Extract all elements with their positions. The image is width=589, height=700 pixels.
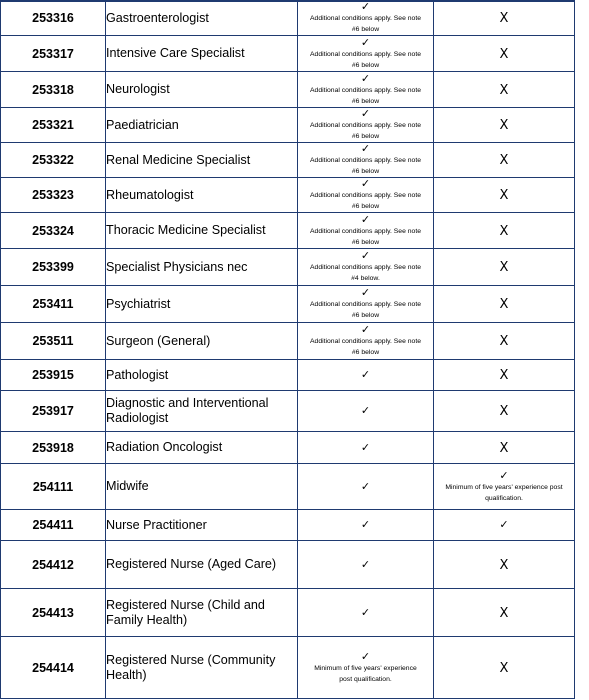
checkmark-icon: ✓ <box>360 440 371 454</box>
occupation-code: 254413 <box>1 589 106 637</box>
eligibility-cell <box>434 637 575 699</box>
occupation-code: 253323 <box>1 178 106 213</box>
condition-cell <box>298 36 434 72</box>
eligibility-cell <box>434 72 575 108</box>
occupation-code: 253917 <box>1 391 106 432</box>
occupation-code: 253317 <box>1 36 106 72</box>
condition-cell <box>298 178 434 213</box>
occupation-code: 254111 <box>1 464 106 510</box>
eligibility-cell <box>434 589 575 637</box>
checkmark-icon: ✓ <box>360 286 371 299</box>
table-row <box>1 178 575 213</box>
checkmark-icon: ✓ <box>360 107 371 120</box>
eligibility-note: Minimum of five years' experience post qualification. <box>445 483 563 502</box>
occupation-name: Surgeon (General) <box>106 323 298 360</box>
condition-note: Minimum of five years' experience post qualification. <box>314 664 417 683</box>
checkmark-icon: ✓ <box>360 35 371 49</box>
checkmark-icon: ✓ <box>360 71 371 85</box>
cross-icon: X <box>499 660 509 676</box>
table-row <box>1 1 575 36</box>
table-row <box>1 391 575 432</box>
occupation-code: 253915 <box>1 360 106 391</box>
table-row <box>1 143 575 178</box>
cross-icon: X <box>499 334 509 349</box>
cross-icon: X <box>499 82 509 98</box>
condition-note: Additional conditions apply. See note #6 below <box>310 122 421 140</box>
eligibility-cell <box>434 432 575 464</box>
condition-cell <box>298 213 434 249</box>
condition-cell <box>298 360 434 391</box>
checkmark-icon: ✓ <box>360 518 371 531</box>
occupation-code: 253399 <box>1 249 106 286</box>
occupation-code: 253316 <box>1 1 106 36</box>
checkmark-icon: ✓ <box>360 368 371 381</box>
cross-icon: X <box>499 223 509 239</box>
checkmark-icon: ✓ <box>360 404 371 417</box>
table-row <box>1 464 575 510</box>
table-row <box>1 637 575 699</box>
condition-cell <box>298 589 434 637</box>
cross-icon: X <box>499 404 509 419</box>
condition-cell <box>298 249 434 286</box>
occupation-table-body <box>1 1 575 699</box>
occupation-name: Neurologist <box>106 72 298 108</box>
occupation-name: Registered Nurse (Aged Care) <box>106 541 298 589</box>
table-row <box>1 589 575 637</box>
eligibility-cell <box>434 464 575 510</box>
eligibility-cell <box>434 510 575 541</box>
eligibility-cell <box>434 178 575 213</box>
table-row <box>1 72 575 108</box>
condition-cell <box>298 432 434 464</box>
occupation-name: Gastroenterologist <box>106 1 298 36</box>
eligibility-cell <box>434 108 575 143</box>
checkmark-icon: ✓ <box>360 212 371 226</box>
table-row <box>1 323 575 360</box>
occupation-code: 253511 <box>1 323 106 360</box>
eligibility-cell <box>434 391 575 432</box>
occupation-name: Registered Nurse (Child and Family Health) <box>106 589 298 637</box>
condition-cell <box>298 286 434 323</box>
occupation-name: Midwife <box>106 464 298 510</box>
condition-cell <box>298 143 434 178</box>
checkmark-icon: ✓ <box>360 649 371 663</box>
checkmark-icon: ✓ <box>360 605 371 619</box>
condition-note: Additional conditions apply. See note #6 below <box>310 50 421 69</box>
cross-icon: X <box>499 188 509 203</box>
condition-note: Additional conditions apply. See note #6 below <box>310 227 421 246</box>
condition-cell <box>298 391 434 432</box>
condition-note: Additional conditions apply. See note #6 below <box>310 86 421 105</box>
cross-icon: X <box>499 46 509 62</box>
condition-cell <box>298 1 434 36</box>
eligibility-cell <box>434 213 575 249</box>
condition-note: Additional conditions apply. See note #6 below <box>310 301 421 319</box>
occupation-name: Renal Medicine Specialist <box>106 143 298 178</box>
occupation-code: 253918 <box>1 432 106 464</box>
condition-cell <box>298 541 434 589</box>
eligibility-cell <box>434 1 575 36</box>
occupation-code: 254412 <box>1 541 106 589</box>
occupation-name: Thoracic Medicine Specialist <box>106 213 298 249</box>
occupation-code: 254411 <box>1 510 106 541</box>
cross-icon: X <box>499 118 509 133</box>
table-row <box>1 213 575 249</box>
table-row <box>1 286 575 323</box>
occupation-name: Psychiatrist <box>106 286 298 323</box>
condition-cell <box>298 510 434 541</box>
occupation-code: 253324 <box>1 213 106 249</box>
condition-note: Additional conditions apply. See note #6 below <box>310 338 421 356</box>
occupation-name: Paediatrician <box>106 108 298 143</box>
cross-icon: X <box>499 11 509 26</box>
table-row <box>1 510 575 541</box>
condition-note: Additional conditions apply. See note #6 below <box>310 192 421 210</box>
occupation-name: Nurse Practitioner <box>106 510 298 541</box>
cross-icon: X <box>499 153 509 168</box>
condition-note: Additional conditions apply. See note #6 below <box>310 15 421 33</box>
eligibility-cell <box>434 323 575 360</box>
occupation-code: 254414 <box>1 637 106 699</box>
eligibility-cell <box>434 286 575 323</box>
checkmark-icon: ✓ <box>360 249 371 262</box>
occupation-name: Radiation Oncologist <box>106 432 298 464</box>
occupation-code: 253321 <box>1 108 106 143</box>
occupation-code: 253411 <box>1 286 106 323</box>
checkmark-icon: ✓ <box>499 518 509 531</box>
eligibility-cell <box>434 36 575 72</box>
checkmark-icon: ✓ <box>360 142 371 155</box>
table-row <box>1 249 575 286</box>
condition-cell <box>298 72 434 108</box>
table-row <box>1 432 575 464</box>
eligibility-cell <box>434 143 575 178</box>
table-row <box>1 360 575 391</box>
condition-cell <box>298 637 434 699</box>
eligibility-cell <box>434 249 575 286</box>
table-row <box>1 108 575 143</box>
cross-icon: X <box>499 605 509 621</box>
eligibility-cell <box>434 360 575 391</box>
occupation-name: Intensive Care Specialist <box>106 36 298 72</box>
condition-cell <box>298 108 434 143</box>
cross-icon: X <box>499 557 509 573</box>
checkmark-icon: ✓ <box>360 557 371 571</box>
table-row <box>1 36 575 72</box>
checkmark-icon: ✓ <box>360 323 371 336</box>
checkmark-icon: ✓ <box>360 479 371 493</box>
cross-icon: X <box>499 297 509 312</box>
occupation-name: Diagnostic and Interventional Radiologist <box>106 391 298 432</box>
eligibility-cell <box>434 541 575 589</box>
condition-cell <box>298 323 434 360</box>
condition-note: Additional conditions apply. See note #6 below <box>310 157 421 175</box>
occupation-name: Rheumatologist <box>106 178 298 213</box>
checkmark-icon: ✓ <box>360 0 371 13</box>
condition-cell <box>298 464 434 510</box>
occupation-name: Pathologist <box>106 360 298 391</box>
occupation-code: 253318 <box>1 72 106 108</box>
cross-icon: X <box>499 368 509 383</box>
checkmark-icon: ✓ <box>499 468 509 482</box>
occupation-code: 253322 <box>1 143 106 178</box>
condition-note: Additional conditions apply. See note #4 below. <box>310 264 421 282</box>
table-row <box>1 541 575 589</box>
cross-icon: X <box>499 260 509 275</box>
occupation-name: Specialist Physicians nec <box>106 249 298 286</box>
occupation-name: Registered Nurse (Community Health) <box>106 637 298 699</box>
cross-icon: X <box>499 440 509 456</box>
checkmark-icon: ✓ <box>360 177 371 190</box>
